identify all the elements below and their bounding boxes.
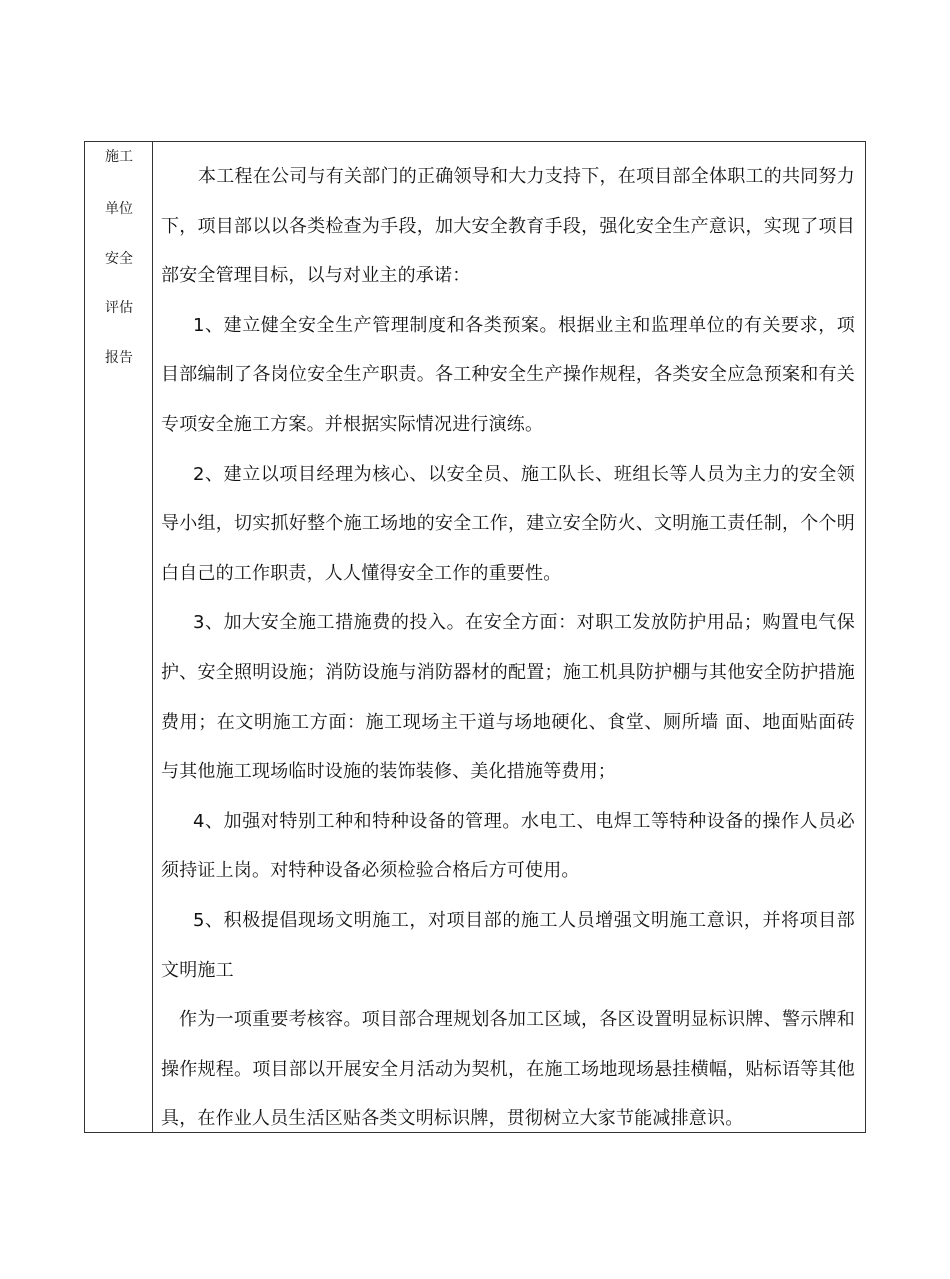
item-paragraph-5: 5、积极提倡现场文明施工，对项目部的施工人员增强文明施工意识，并将项目部文明施工: [161, 909, 855, 981]
label-text: 安全: [105, 250, 133, 267]
item-paragraph-1: 1、建立健全安全生产管理制度和各类预案。根据业主和监理单位的有关要求，项目部编制了各岗位安全生产职责。各工种安全生产操作规程，各类安全应急预案和有关专项安全施工方案。并根据实际情况进行演练。: [161, 314, 855, 435]
item-paragraph-3: 3、加大安全施工措施费的投入。在安全方面：对职工发放防护用品；购置电气保护、安全照明设施；消防设施与消防器材的配置；施工机具防护棚与其他安全防护措施费用；在文明施工方面：施工现场主干道与场地硬化、食堂、厕所墙 面、地面贴面砖与其他施工现场临时设施的装饰装修、美化措施等费用；: [161, 612, 855, 783]
label-text: 报告: [105, 349, 133, 366]
intro-paragraph: 本工程在公司与有关部门的正确领导和大力支持下，在项目部全体职工的共同努力下，项目部以以各类检查为手段，加大安全教育手段，强化安全生产意识，实现了项目部安全管理目标，以与对业主的承诺：: [161, 166, 855, 287]
label-text: 评估: [105, 300, 133, 316]
report-table: [84, 141, 866, 1133]
label-column: [85, 142, 153, 1132]
content-column: [153, 142, 865, 1132]
continuation-paragraph: 作为一项重要考核容。项目部合理规划各加工区域，各区设置明显标识牌、警示牌和操作规程。项目部以开展安全月活动为契机，在施工场地现场悬挂横幅，贴标语等其他具，在作业人员生活区贴各类文明标识牌，贯彻树立大家节能减排意识。: [161, 1009, 855, 1130]
item-paragraph-4: 4、加强对特别工种和特种设备的管理。水电工、电焊工等特种设备的操作人员必须持证上岗。对特种设备必须检验合格后方可使用。: [161, 810, 855, 882]
label-text: 单位: [105, 201, 133, 217]
label-text: 施工: [105, 149, 133, 165]
item-paragraph-2: 2、建立以项目经理为核心、以安全员、施工队长、班组长等人员为主力的安全领导小组，切实抓好整个施工场地的安全工作，建立安全防火、文明施工责任制，个个明白自己的工作职责，人人懂得安全工作的重要性。: [161, 463, 855, 584]
